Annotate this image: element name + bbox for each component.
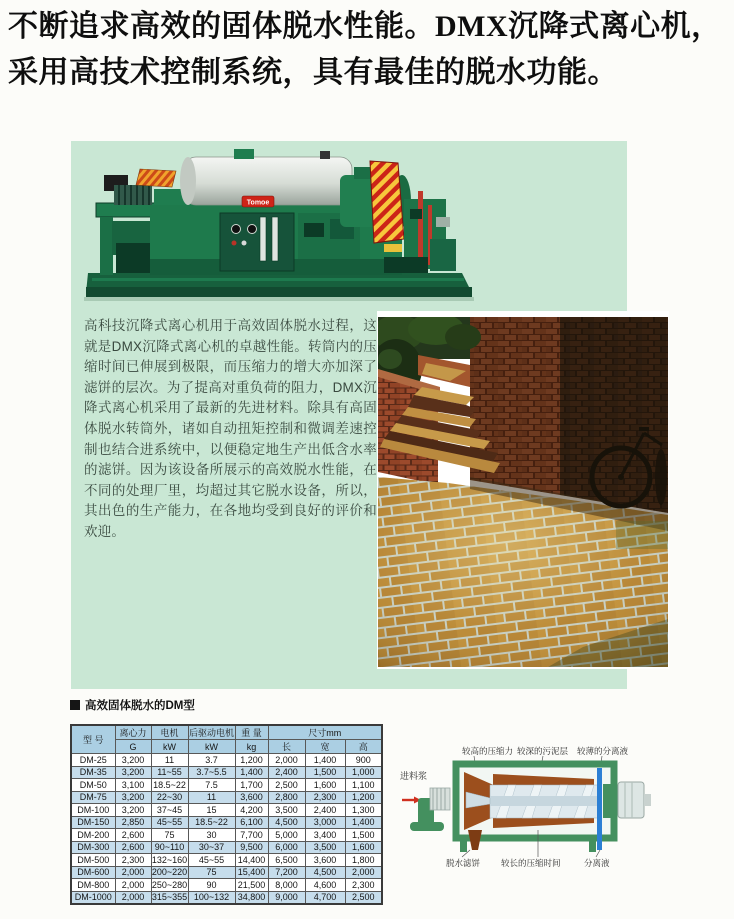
table-cell: 2,000 bbox=[115, 879, 151, 892]
table-cell: DM-200 bbox=[71, 829, 115, 842]
table-cell: 30 bbox=[188, 829, 235, 842]
cake-discharge bbox=[468, 830, 482, 850]
col-header-backdrive: 后驱动电机 bbox=[188, 725, 235, 740]
col-unit-kg: kg bbox=[235, 740, 268, 754]
table-cell: DM-300 bbox=[71, 841, 115, 854]
col-header-dimensions: 尺寸mm bbox=[268, 725, 382, 740]
table-row bbox=[71, 791, 382, 804]
table-cell: DM-600 bbox=[71, 866, 115, 879]
table-cell: 4,500 bbox=[268, 816, 305, 829]
table-cell: 5,000 bbox=[268, 829, 305, 842]
table-cell: 6,000 bbox=[268, 841, 305, 854]
centrifuge-diagram bbox=[398, 742, 654, 872]
table-cell: DM-500 bbox=[71, 854, 115, 867]
intro-paragraph: 高科技沉降式离心机用于高效固体脱水过程，这就是DMX沉降式离心机的卓越性能。转筒内的压缩时间已伸展到极限，而压缩力的增大亦加深了滤饼的层次。为了提高对重负荷的阻力，DMX沉降式离心机采用了最新的先进材料。除具有高固体脱水转筒外，诸如自动扭矩控制和微调差速控制也结合进系统中，以便稳定地生产出低含水率的滤饼。因为该设备所展示的高效脱水性能，在不同的处理厂里，均超过其它脱水设备，所以，其出色的生产能力，在各地均受到良好的评价和欢迎。 bbox=[84, 318, 377, 539]
col-header-height: 高 bbox=[345, 740, 382, 754]
col-header-width: 宽 bbox=[305, 740, 345, 754]
table-cell: 250~280 bbox=[151, 879, 188, 890]
label-longer-compression: 较长的压缩时间 bbox=[501, 858, 561, 868]
table-cell: DM-1000 bbox=[71, 891, 115, 904]
brick-courtyard-photo bbox=[378, 317, 668, 667]
machine-brand-label: Tomoe bbox=[246, 199, 270, 207]
table-cell: 15,400 bbox=[235, 866, 268, 879]
table-cell: 1,700 bbox=[235, 779, 268, 792]
headline-line-2: 采用高技术控制系统，具有最佳的脱水功能。 bbox=[8, 56, 618, 89]
label-higher-compression: 较高的压缩力 bbox=[462, 746, 514, 756]
table-cell: 100~132 bbox=[188, 891, 235, 904]
table-cell: 2,000 bbox=[345, 866, 382, 879]
table-cell: 3,500 bbox=[305, 841, 345, 854]
table-row bbox=[71, 854, 382, 867]
table-cell: 9,000 bbox=[268, 891, 305, 904]
table-cell: DM-800 bbox=[71, 879, 115, 892]
table-row bbox=[71, 804, 382, 817]
table-title bbox=[70, 698, 195, 712]
table-cell: 6,500 bbox=[268, 854, 305, 867]
table-cell: 3.7 bbox=[188, 754, 235, 767]
table-cell: 3.7~5.5 bbox=[188, 766, 235, 779]
table-cell: 1,400 bbox=[345, 816, 382, 829]
centrifuge-machine-photo bbox=[84, 147, 476, 307]
table-cell: 3,200 bbox=[115, 791, 151, 804]
table-cell: 2,000 bbox=[268, 754, 305, 767]
table-cell: 1,200 bbox=[345, 791, 382, 804]
table-cell: 2,850 bbox=[115, 816, 151, 829]
table-row bbox=[71, 816, 382, 829]
table-cell: 30~37 bbox=[188, 841, 235, 854]
table-cell: 15 bbox=[188, 804, 235, 817]
table-cell: 1,400 bbox=[235, 766, 268, 779]
table-cell: 1,300 bbox=[345, 804, 382, 817]
table-cell: 14,400 bbox=[235, 854, 268, 867]
diagram-top-labels bbox=[462, 746, 629, 756]
table-cell: 2,300 bbox=[305, 791, 345, 804]
label-dewatered-cake: 脱水滤饼 bbox=[446, 858, 481, 868]
table-cell: 2,300 bbox=[345, 879, 382, 892]
table-cell: 2,600 bbox=[115, 829, 151, 842]
hazard-stripe-guard bbox=[370, 161, 404, 243]
table-cell: 3,100 bbox=[115, 779, 151, 792]
table-cell: 6,100 bbox=[235, 816, 268, 829]
table-row bbox=[71, 766, 382, 779]
table-cell: DM-35 bbox=[71, 766, 115, 779]
table-cell: 9,500 bbox=[235, 841, 268, 854]
table-cell: 3,400 bbox=[305, 829, 345, 842]
table-cell: 3,000 bbox=[305, 816, 345, 829]
table-cell: 4,200 bbox=[235, 804, 268, 817]
table-cell: 315~355 bbox=[151, 892, 188, 903]
table-cell: 1,000 bbox=[345, 766, 382, 779]
table-cell: 1,400 bbox=[305, 754, 345, 767]
table-cell: 8,000 bbox=[268, 879, 305, 892]
table-row bbox=[71, 866, 382, 879]
table-cell: 45~55 bbox=[151, 816, 188, 829]
table-cell: 2,600 bbox=[115, 841, 151, 854]
table-cell: 2,500 bbox=[268, 779, 305, 792]
table-cell: 1,500 bbox=[345, 829, 382, 842]
table-cell: 11 bbox=[151, 754, 188, 767]
table-row bbox=[71, 779, 382, 792]
table-cell: 4,600 bbox=[305, 879, 345, 892]
table-title-text: 高效固体脱水的DM型 bbox=[85, 700, 195, 712]
table-cell: 1,600 bbox=[345, 841, 382, 854]
table-cell: 75 bbox=[188, 866, 235, 879]
table-cell: 2,500 bbox=[345, 891, 382, 904]
col-header-gforce: 离心力 bbox=[115, 725, 151, 740]
machine-brand-badge bbox=[242, 196, 274, 207]
table-cell: 11~55 bbox=[151, 766, 188, 779]
table-cell: DM-100 bbox=[71, 804, 115, 817]
table-cell: DM-50 bbox=[71, 779, 115, 792]
table-cell: 18.5~22 bbox=[188, 816, 235, 829]
table-cell: 1,100 bbox=[345, 779, 382, 792]
table-cell: 1,200 bbox=[235, 754, 268, 767]
table-cell: 75 bbox=[151, 829, 188, 842]
diagram-bottom-labels bbox=[446, 858, 610, 868]
col-unit-kw2: kW bbox=[188, 740, 235, 754]
machine-base bbox=[84, 273, 474, 301]
table-row bbox=[71, 879, 382, 892]
table-cell: 90~110 bbox=[151, 841, 188, 854]
table-cell: 1,500 bbox=[305, 766, 345, 779]
label-thinner-liquid: 较薄的分离液 bbox=[577, 746, 629, 756]
table-cell: 3,600 bbox=[305, 854, 345, 867]
table-cell: 4,500 bbox=[305, 866, 345, 879]
table-cell: 2,300 bbox=[115, 854, 151, 867]
table-cell: 3,200 bbox=[115, 766, 151, 779]
table-row bbox=[71, 754, 382, 767]
square-bullet-icon bbox=[70, 700, 80, 710]
table-cell: 2,000 bbox=[115, 866, 151, 879]
table-cell: 37~45 bbox=[151, 804, 188, 817]
table-cell: 2,400 bbox=[305, 804, 345, 817]
label-deeper-sludge: 较深的污泥层 bbox=[517, 746, 569, 756]
diagram-machine bbox=[410, 764, 651, 852]
table-cell: 132~160 bbox=[151, 854, 188, 865]
spec-table-header bbox=[71, 725, 382, 754]
table-cell: 1,800 bbox=[345, 854, 382, 867]
spec-table bbox=[70, 724, 383, 905]
table-cell: 2,800 bbox=[268, 791, 305, 804]
table-cell: DM-25 bbox=[71, 754, 115, 767]
table-cell: 3,600 bbox=[235, 791, 268, 804]
table-cell: 7,700 bbox=[235, 829, 268, 842]
table-cell: 22~30 bbox=[151, 791, 188, 804]
col-header-weight: 重 量 bbox=[235, 725, 268, 740]
table-cell: 11 bbox=[188, 791, 235, 804]
table-cell: DM-75 bbox=[71, 791, 115, 804]
table-cell: 1,600 bbox=[305, 779, 345, 792]
table-row bbox=[71, 829, 382, 842]
col-header-length: 长 bbox=[268, 740, 305, 754]
table-cell: 18.5~22 bbox=[151, 779, 188, 792]
table-cell: 21,500 bbox=[235, 879, 268, 892]
spec-table-body bbox=[71, 754, 382, 905]
table-row bbox=[71, 841, 382, 854]
table-cell: 90 bbox=[188, 879, 235, 892]
table-cell: 200~220 bbox=[151, 867, 188, 878]
label-feed-slurry: 进料浆 bbox=[400, 771, 428, 781]
table-cell: 7,200 bbox=[268, 866, 305, 879]
table-cell: 3,200 bbox=[115, 804, 151, 817]
table-cell: 45~55 bbox=[188, 854, 235, 867]
table-cell: 3,500 bbox=[268, 804, 305, 817]
table-cell: 7.5 bbox=[188, 779, 235, 792]
headline-line-1: 不断追求高效的固体脱水性能。DMX沉降式离心机， bbox=[8, 10, 722, 43]
table-cell: 4,700 bbox=[305, 891, 345, 904]
page-title bbox=[8, 4, 732, 96]
table-cell: 2,400 bbox=[268, 766, 305, 779]
col-header-model: 型 号 bbox=[71, 725, 115, 754]
table-cell: 34,800 bbox=[235, 891, 268, 904]
col-unit-kw1: kW bbox=[151, 740, 188, 754]
table-cell: 2,000 bbox=[115, 891, 151, 904]
col-header-motor: 电机 bbox=[151, 725, 188, 740]
table-cell: 3,200 bbox=[115, 754, 151, 767]
table-row bbox=[71, 891, 382, 904]
label-separated-liquid: 分离液 bbox=[584, 858, 610, 868]
table-cell: DM-150 bbox=[71, 816, 115, 829]
table-cell: 900 bbox=[345, 754, 382, 767]
separated-liquid-channel bbox=[597, 768, 602, 850]
col-unit-g: G bbox=[115, 740, 151, 754]
